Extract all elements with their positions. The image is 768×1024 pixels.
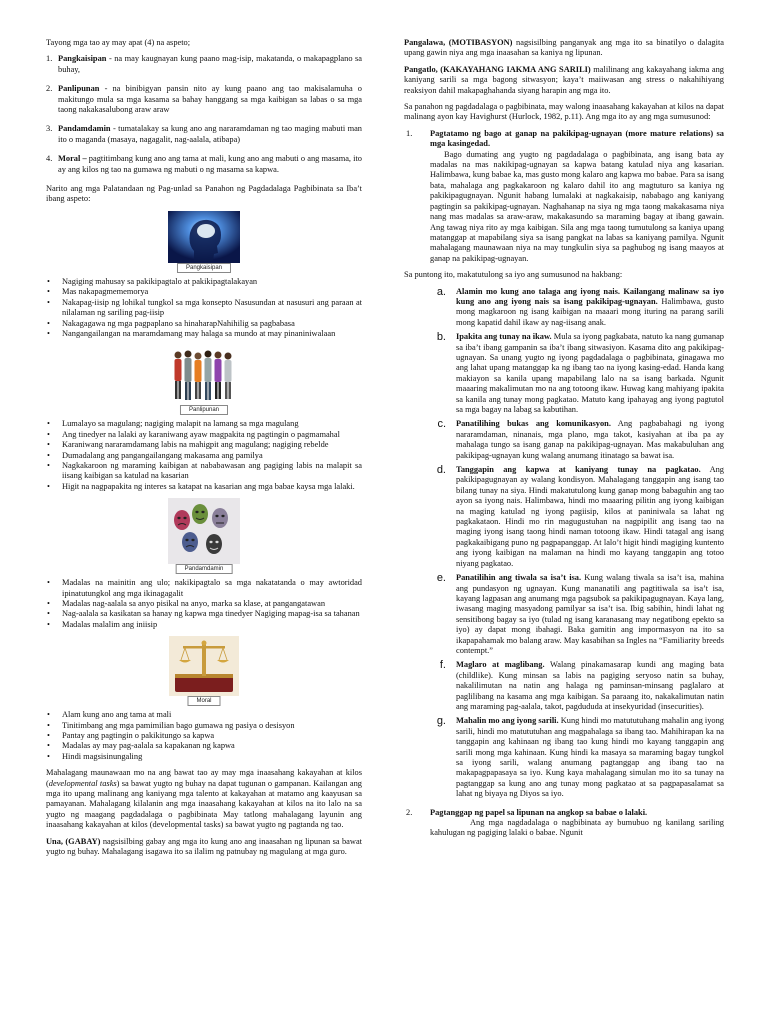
step-item [428, 465, 724, 569]
step-letter: f. [439, 659, 446, 672]
list-item: • Karaniwang nararamdamang labis na mahigpit ang magulang; nagiging rebelde [58, 440, 362, 450]
moral-list [46, 710, 362, 762]
una-paragraph [46, 837, 362, 858]
step-letter: g. [436, 715, 446, 728]
panlipunan-illustration [170, 345, 238, 415]
paragraph-term: Pangalawa, (MOTIBASYON) [404, 38, 513, 47]
list-item: • Madalas malalim ang iniisip [58, 620, 362, 630]
step-item [428, 573, 724, 656]
list-item: • Hindi magsisinungaling [58, 752, 362, 762]
list-item: • Madalas nag-aalala sa anyo pisikal na anyo, marka sa klase, at pangangatawan [58, 599, 362, 609]
signs-intro: Narito ang mga Palatandaan ng Pag-unlad sa Panahon ng Pagdadalaga Pagbibinata sa Iba’t ibang aspeto: [46, 184, 362, 204]
step-title: Maglaro at maglibang. [456, 660, 545, 670]
list-item: • Nag-aalala sa kasikatan sa hanay ng kapwa mga tinedyer Nagiging mapag-isa sa tahanan [58, 609, 362, 619]
aspect-item [46, 54, 362, 75]
aspect-term: Pangkaisipan [58, 54, 107, 64]
step-text: Ang pagbabahagi ng iyong nararamdaman, ninanais, mga plano, mga takot, kasiyahan at iba pa ay mahalaga tungo sa isang ganap na pakikipag-ugnayan. Mas makabuluhan ang pakikipag-ugnayan kung walang anumang itinatago sa bawat isa. [456, 419, 725, 460]
list-item: • Ang tinedyer na lalaki ay karaniwang ayaw magpakita ng pagtingin o pagmamahal [58, 430, 362, 440]
step-item [428, 716, 724, 799]
pandamdamin-illustration [168, 498, 240, 574]
pangalawa-paragraph [404, 38, 724, 59]
pangatlo-paragraph [404, 65, 724, 96]
havighurst-paragraph: Sa panahon ng pagdadalaga o pagbibinata, may walong inaasahang kakayahan at kilos na dapat malinang ayon kay Havighurst (Hurlock, 1982, p.11). Ang mga ito ay ang mga sumusunod: [404, 102, 725, 122]
list-item: • Dumadalang ang pangangailangang makasama ang pamilya [58, 451, 362, 461]
step-letter: d. [436, 464, 446, 477]
step-item [428, 419, 724, 461]
step-item [428, 287, 724, 329]
paragraph-term: Una, (GABAY) [46, 836, 101, 846]
numbered-item [404, 808, 724, 839]
paragraph-text: Mahalagang maunawaan mo na ang bawat tao ay may mga inaasahang kakayahan at kilos ( [46, 768, 362, 788]
step-letter: c. [437, 418, 446, 431]
numbered-item [404, 129, 724, 264]
aspect-description: - na binibigyan pansin nito ay kung paano ang tao makisalamuha o makitungo mula sa mga kasama sa bahay hanggang sa mga kaibigan sa labas o sa mga taong nakakasalubong araw araw [58, 84, 362, 115]
aspect-term: Moral – [58, 154, 87, 164]
image-caption: Pangkaisipan [177, 263, 231, 273]
paragraph-text: malilinang ang kakayahang iakma ang kaniyang sarili sa mga bagong sitwasyon; kaya’t maiiwasan ang stress o nakahihiyang reaksiyon dahil makapaghahanda siyang harapin ang mga ito. [404, 64, 724, 95]
pandamdamin-list [46, 578, 362, 630]
step-text: Mula sa iyong pagkabata, natuto ka nang gumanap sa iba’t ibang gampanin sa iba’t ibang sitwasiyon. Kasama dito ang pakikipag-ugnayan. Sa unang yugto ng iyong pagdadalaga o pagbibinata, ginagawa mo ang lahat upang matanggap ka ng ibang tao na iyong kasing-edad. Handa kang makiayon sa kanila upang mapabilang lalo na sa isang barkada. Ngunit maaaring makalimutan mo na ang totoong ikaw. Huwag kang mahiyang ipakita sa kanila ang tunay mong pagkatao. Matuto kang ipahayag ang iyong pagtutol sa mga bagay na labag sa kabutihan. [456, 332, 724, 414]
step-item [428, 332, 724, 415]
item-text: Ang mga nagdadalaga o nagbibinata ay bumubuo ng kanilang sariling kahulugan ng pagiging lalaki o babae. Ngunit [430, 818, 724, 838]
paragraph-text: nagsisilbing gabay ang mga ito kung ano ang inaasahan ng lipunan sa bawat yugto ng buhay. Mahalagang isagawa ito sa ilalim ng patnubay ng magulang at mga guro. [46, 836, 362, 857]
step-title: Panatilihin ang tiwala sa isa’t isa. [456, 573, 582, 583]
item-number: 1. [406, 128, 413, 138]
aspect-number: 4. [46, 154, 53, 164]
image-caption: Pandamdamin [176, 564, 233, 574]
moral-illustration [169, 636, 239, 706]
glowing-head-icon [168, 211, 240, 263]
pangkaisipan-list [46, 277, 362, 339]
pangkaisipan-illustration [168, 211, 240, 273]
step-letter: e. [436, 572, 446, 585]
aspect-number: 1. [46, 54, 53, 64]
aspect-term: Panlipunan [58, 84, 100, 94]
image-caption: Panlipunan [180, 405, 228, 415]
aspect-term: Pandamdamin [58, 124, 111, 134]
aspect-description: - na may kaugnayan kung paano mag-isip, makatanda, o makapagplano sa buhay, [58, 54, 362, 74]
aspect-number: 2. [46, 84, 53, 94]
aspect-description: pagtitimbang kung ano ang tama at mali, kung ano ang mabuti o ang masama, ito ay ang kilos ng tao na gumawa ng mabuti o ng masama sa kapwa. [58, 154, 362, 174]
step-item [428, 660, 724, 712]
steps-list [404, 287, 724, 800]
step-title: Panatilihing bukas ang komunikasyon. [456, 419, 611, 429]
emphasis-term: developmental tasks [48, 778, 117, 788]
panlipunan-list [46, 419, 362, 492]
group-of-people-icon [170, 345, 238, 405]
right-column [404, 38, 724, 845]
aspect-number: 3. [46, 124, 53, 134]
step-text: Kung hindi mo matututuhang mahalin ang iyong sarili, hindi mo matututuhan ang magpahalaga sa ibang tao. Mahihirapan ka na tanggapin ang kahinaan ng ibang tao kung hindi mo kayang tanggapin ang sarili mong mga kahinaan. Kung hindi ka masaya sa maraming bagay tungkol sa iyong sarili, walang anumang pagtanggap ang ibang tao na makapagpapasaya sa iyo. Kung kaya mahalagang simulan mo ito sa tunay na pagtanggap sa kung ano ang tunay mong pagkatao at sa pagpapasalamat sa lahat ng biyaya ng Diyos sa iyo. [456, 716, 724, 799]
step-text: Walang pinakamasarap kundi ang maging bata (childlike). Kung minsan sa labis na pagiging seryoso natin sa buhay, nakalilimutan na natin ang halaga ng paminsan-minsang paglalaro at paglilibang na kasama ang mga kaibigan. Sa paraang ito, nakakalimutan natin ang maraming pag-aalala, takot, pagdududa at insekyuridad (insecurities). [456, 660, 724, 711]
step-text: Ang pakikipagugnayan ay walang kondisyon. Mahalagang tanggapin ang isang tao bilang tunay na siya. Hindi makatutulong kung ganap mong babaguhin ang tao ayon sa iyong nais. Halimbawa, hindi mo maaaring pilitin ang iyong kaibigan na maging katulad ng iyong pagiisip, kilos at paniniwala sa lahat ng pagkakataon. Hindi mo rin magugustuhan na nagpipilit ang isang tao na maging iyong isang taong hindi naman totoong ikaw. Hindi tatagal ang isang pagkakaibigang puno ng pagpapanggap. At lalo’t higit hindi magiging kuntento ang iyong kaibigan na malaman na hindi mo kayang tanggapin ang totoo niyang pagkatao. [456, 465, 724, 568]
list-item: • Nagiging mahusay sa pakikipagtalo at pakikipagtalakayan [58, 277, 362, 287]
list-item: • Nangangailangan na maramdamang may halaga sa mundo at may pinaniniwalaan [58, 329, 362, 339]
list-item: • Mas nakapagmememorya [58, 287, 362, 297]
paragraph-term: Pangatlo, (KAKAYAHANG IAKMA ANG SARILI) [404, 64, 591, 74]
steps-intro: Sa puntong ito, makatutulong sa iyo ang sumusunod na hakbang: [404, 270, 623, 280]
aspect-item [46, 154, 362, 175]
paragraph-text: ) sa bawat yugto ng buhay na dapat tugunan o gampanan. Kailangan ang mga ito upang malinang ang kaniyang mga talento at kakayahan at matamo ang kaayusan sa pamayanan. Mahalagang kilalanin ang mga inaasahang kakayahan at kilos na ito lalo na sa yugto ng maagang pagdadalaga o pagbibinata May tatlong mahalagang layunin ang inaasahang kakayahan at kilos (developmental tasks) sa bawat yugto ng pagtanda ng tao. [46, 778, 362, 830]
step-title: Alamin mo kung ano talaga ang iyong nais. Kailangang malinaw sa iyo kung ano ang iyong nais sa isang pakikipag-ugnayan. [456, 286, 724, 306]
paragraph-text: nagsisilbing panganyak ang mga ito sa binatilyo o dalagita upang gawin niya ang mga inaasahan sa kaniya ng lipunan. [404, 38, 724, 58]
image-caption: Moral [187, 696, 220, 706]
list-item: • Nagkakaroon ng maraming kaibigan at nababawasan ang pagiging labis na malapit sa iisang kaibigan sa katulad na kasarian [58, 461, 362, 482]
left-column [46, 38, 362, 863]
item-number: 2. [406, 807, 413, 817]
item-text: Bago dumating ang yugto ng pagdadalaga o pagbibinata, ang isang bata ay madalas na mas nakikipag-ugnayan sa kapwa batang katulad niya ang kasarian. Halimbawa, kung babae ka, mas gusto mong kalaro ang kapwa mo babae. Para sa isang bata, mahalaga ang pagkakaroon ng kalaro dahil ito ang magtuturo sa kaniya ng pakikipagugnayan. Ngunit habang lumalaki at nagkakaisip, nababago ang kaniyang pagtingin sa pakikipag-ugnayan. Naghahanap na siya ng mga taong makakasama niya nang mas madalas sa araw-araw, makakasundo sa maraming bagay at ibang gawain. Ang tawag niya rito ay mga kaibigan. Sila ang mga taong tumutulong sa kaniya upang matanggap at mapabilang siya sa isang pangkat na labas sa kaniyang pamilya. Ngunit mahalagang maunawaan niya na may tungkulin siya sa paghubog ng isang maayos at ganap na pakikipag-ugnayan. [430, 149, 724, 263]
scales-of-justice-icon [169, 636, 239, 696]
emotion-masks-icon [168, 498, 240, 564]
developmental-tasks-paragraph [46, 768, 362, 830]
list-item: • Madalas ay may pag-aalala sa kapakanan ng kapwa [58, 741, 362, 751]
list-item: • Higit na nagpapakita ng interes sa katapat na kasarian ang mga babae kaysa mga lalaki. [58, 482, 362, 492]
item-title: Pagtatamo ng bago at ganap na pakikipag-ugnayan (more mature relations) sa mga kasingedad. [430, 128, 724, 149]
list-item: • Madalas na mainitin ang ulo; nakikipagtalo sa mga nakatatanda o may awtoridad ipinatutungkol ang mga ikinagagalit [58, 578, 362, 599]
list-item: • Nakapag-iisip ng lohikal tungkol sa mga konsepto Nasusundan at nasusuri ang paraan at nilalaman ng sariling pag-iisip [58, 298, 362, 319]
aspect-item [46, 84, 362, 115]
item-title: Pagtanggap ng papel sa lipunan na angkop sa babae o lalaki. [430, 807, 648, 817]
step-title: Mahalin mo ang iyong sarili. [456, 716, 559, 726]
step-text: Kung walang tiwala sa isa’t isa, mahina ang pundasyon ng ugnayan. Kung mananatili ang pagtitiwala sa isa’t isa, kayang lagpasan ang anumang mga pagsubok sa pakikipagugnayan. Kaya lang, iwasang maging masyadong pamilyar sa isa’t isa. Ibig sabihin, hindi lahat ng sensitibong bagay sa iyo (tulad ng isang karanasang may negatibong epekto sa iyo) ay dapat mong ibahagi. Baka gamitin ang impormasyon na ito sa ikapapahamak mo balang araw. May kasabihan sa Ingles na “Familiarity breeds contempt.” [456, 573, 724, 655]
step-title: Tanggapin ang kapwa at kaniyang tunay na pagkatao. [456, 465, 701, 475]
step-letter: a. [436, 285, 446, 298]
step-title: Ipakita ang tunay na ikaw. [456, 332, 552, 342]
step-text: Halimbawa, gusto mong magkaroon ng isang kaibigan na maaari mong ituring na parang sarili mong kapatid dahil ikaw ay nag-iisang anak. [456, 296, 724, 327]
list-item: • Pantay ang pagtingin o pakikitungo sa kapwa [58, 731, 362, 741]
list-item: • Nakagagawa ng mga pagpaplano sa hinaharapNahihilig sa pagbabasa [58, 319, 362, 329]
aspects-intro: Tayong mga tao ay may apat (4) na aspeto; [46, 38, 191, 47]
list-item: • Alam kung ano ang tama at mali [58, 710, 362, 720]
step-letter: b. [436, 331, 446, 344]
list-item: • Lumalayo sa magulang; nagiging malapit na lamang sa mga magulang [58, 419, 362, 429]
list-item: • Tinitimbang ang mga pamimilian bago gumawa ng pasiya o desisyon [58, 721, 362, 731]
aspect-item [46, 124, 362, 145]
aspect-description: - tumatalakay sa kung ano ang nararamdaman ng tao maging mabuti man ito o maganda (masaya, nagagalit, nag-aalala, atibapa) [58, 124, 362, 144]
